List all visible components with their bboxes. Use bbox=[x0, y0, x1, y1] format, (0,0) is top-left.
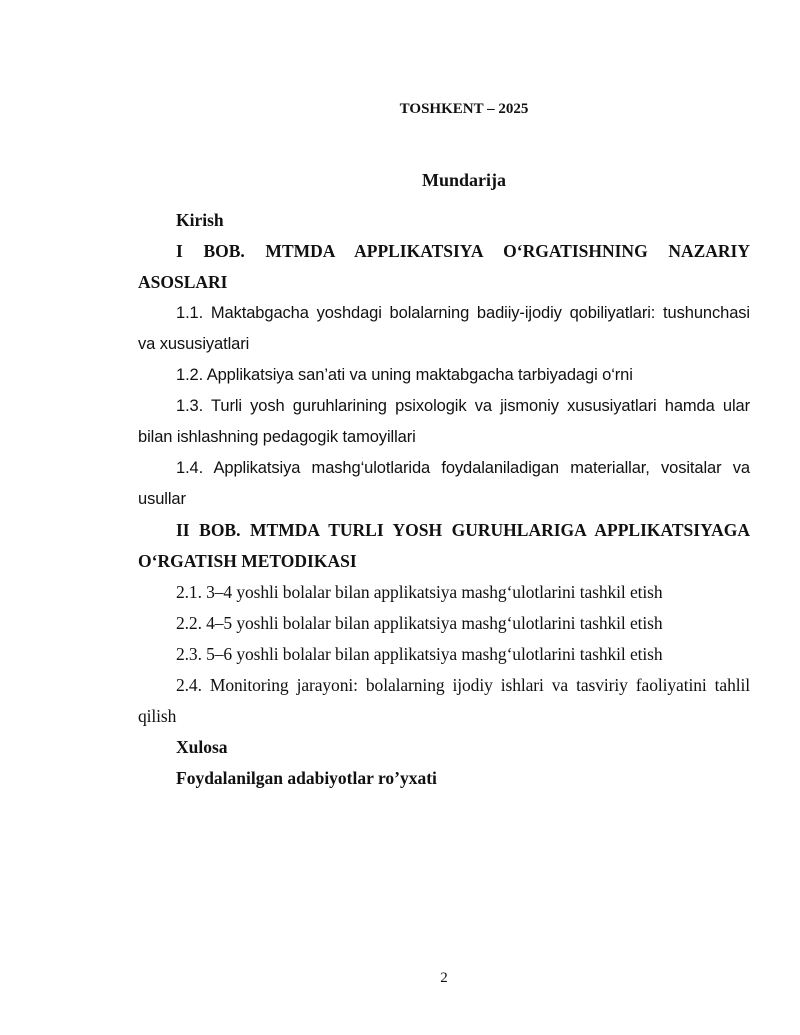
toc-entry-2-1: 2.1. 3–4 yoshli bolalar bilan applikatsiya mashg‘ulotlarini tashkil etish bbox=[176, 582, 663, 602]
toc-entry-1-2: 1.2. Applikatsiya san’ati va uning maktabgacha tarbiyadagi o‘rni bbox=[176, 366, 633, 384]
toc-entry-chapter-1: I BOB. MTMDA APPLIKATSIYA O‘RGATISHNING NAZARIY ASOSLARI bbox=[138, 241, 750, 292]
toc-entry-conclusion: Xulosa bbox=[176, 737, 228, 757]
toc-entry-2-4: 2.4. Monitoring jarayoni: bolalarning ijodiy ishlari va tasviriy faoliyatini tahlil qilish bbox=[138, 675, 750, 726]
toc-entry-introduction: Kirish bbox=[176, 210, 224, 230]
city-year: TOSHKENT – 2025 bbox=[399, 101, 529, 117]
table-of-contents bbox=[138, 205, 750, 794]
page-number: 2 bbox=[440, 970, 448, 986]
toc-entry-2-2: 2.2. 4–5 yoshli bolalar bilan applikatsiya mashg‘ulotlarini tashkil etish bbox=[176, 613, 663, 633]
toc-entry-2-3: 2.3. 5–6 yoshli bolalar bilan applikatsiya mashg‘ulotlarini tashkil etish bbox=[176, 644, 663, 664]
toc-entry-chapter-2: II BOB. MTMDA TURLI YOSH GURUHLARIGA APPLIKATSIYAGA O‘RGATISH METODIKASI bbox=[138, 520, 750, 571]
toc-entry-1-4: 1.4. Applikatsiya mashg‘ulotlarida foydalaniladigan materiallar, vositalar va usullar bbox=[138, 459, 750, 508]
toc-entry-1-3: 1.3. Turli yosh guruhlarining psixologik va jismoniy xususiyatlari hamda ular bilan ishlashning pedagogik tamoyillari bbox=[138, 397, 750, 446]
toc-entry-1-1: 1.1. Maktabgacha yoshdagi bolalarning badiiy-ijodiy qobiliyatlari: tushunchasi va xususiyatlari bbox=[138, 304, 750, 353]
toc-title: Mundarija bbox=[421, 170, 506, 190]
toc-entry-references: Foydalanilgan adabiyotlar ro’yxati bbox=[176, 768, 437, 788]
